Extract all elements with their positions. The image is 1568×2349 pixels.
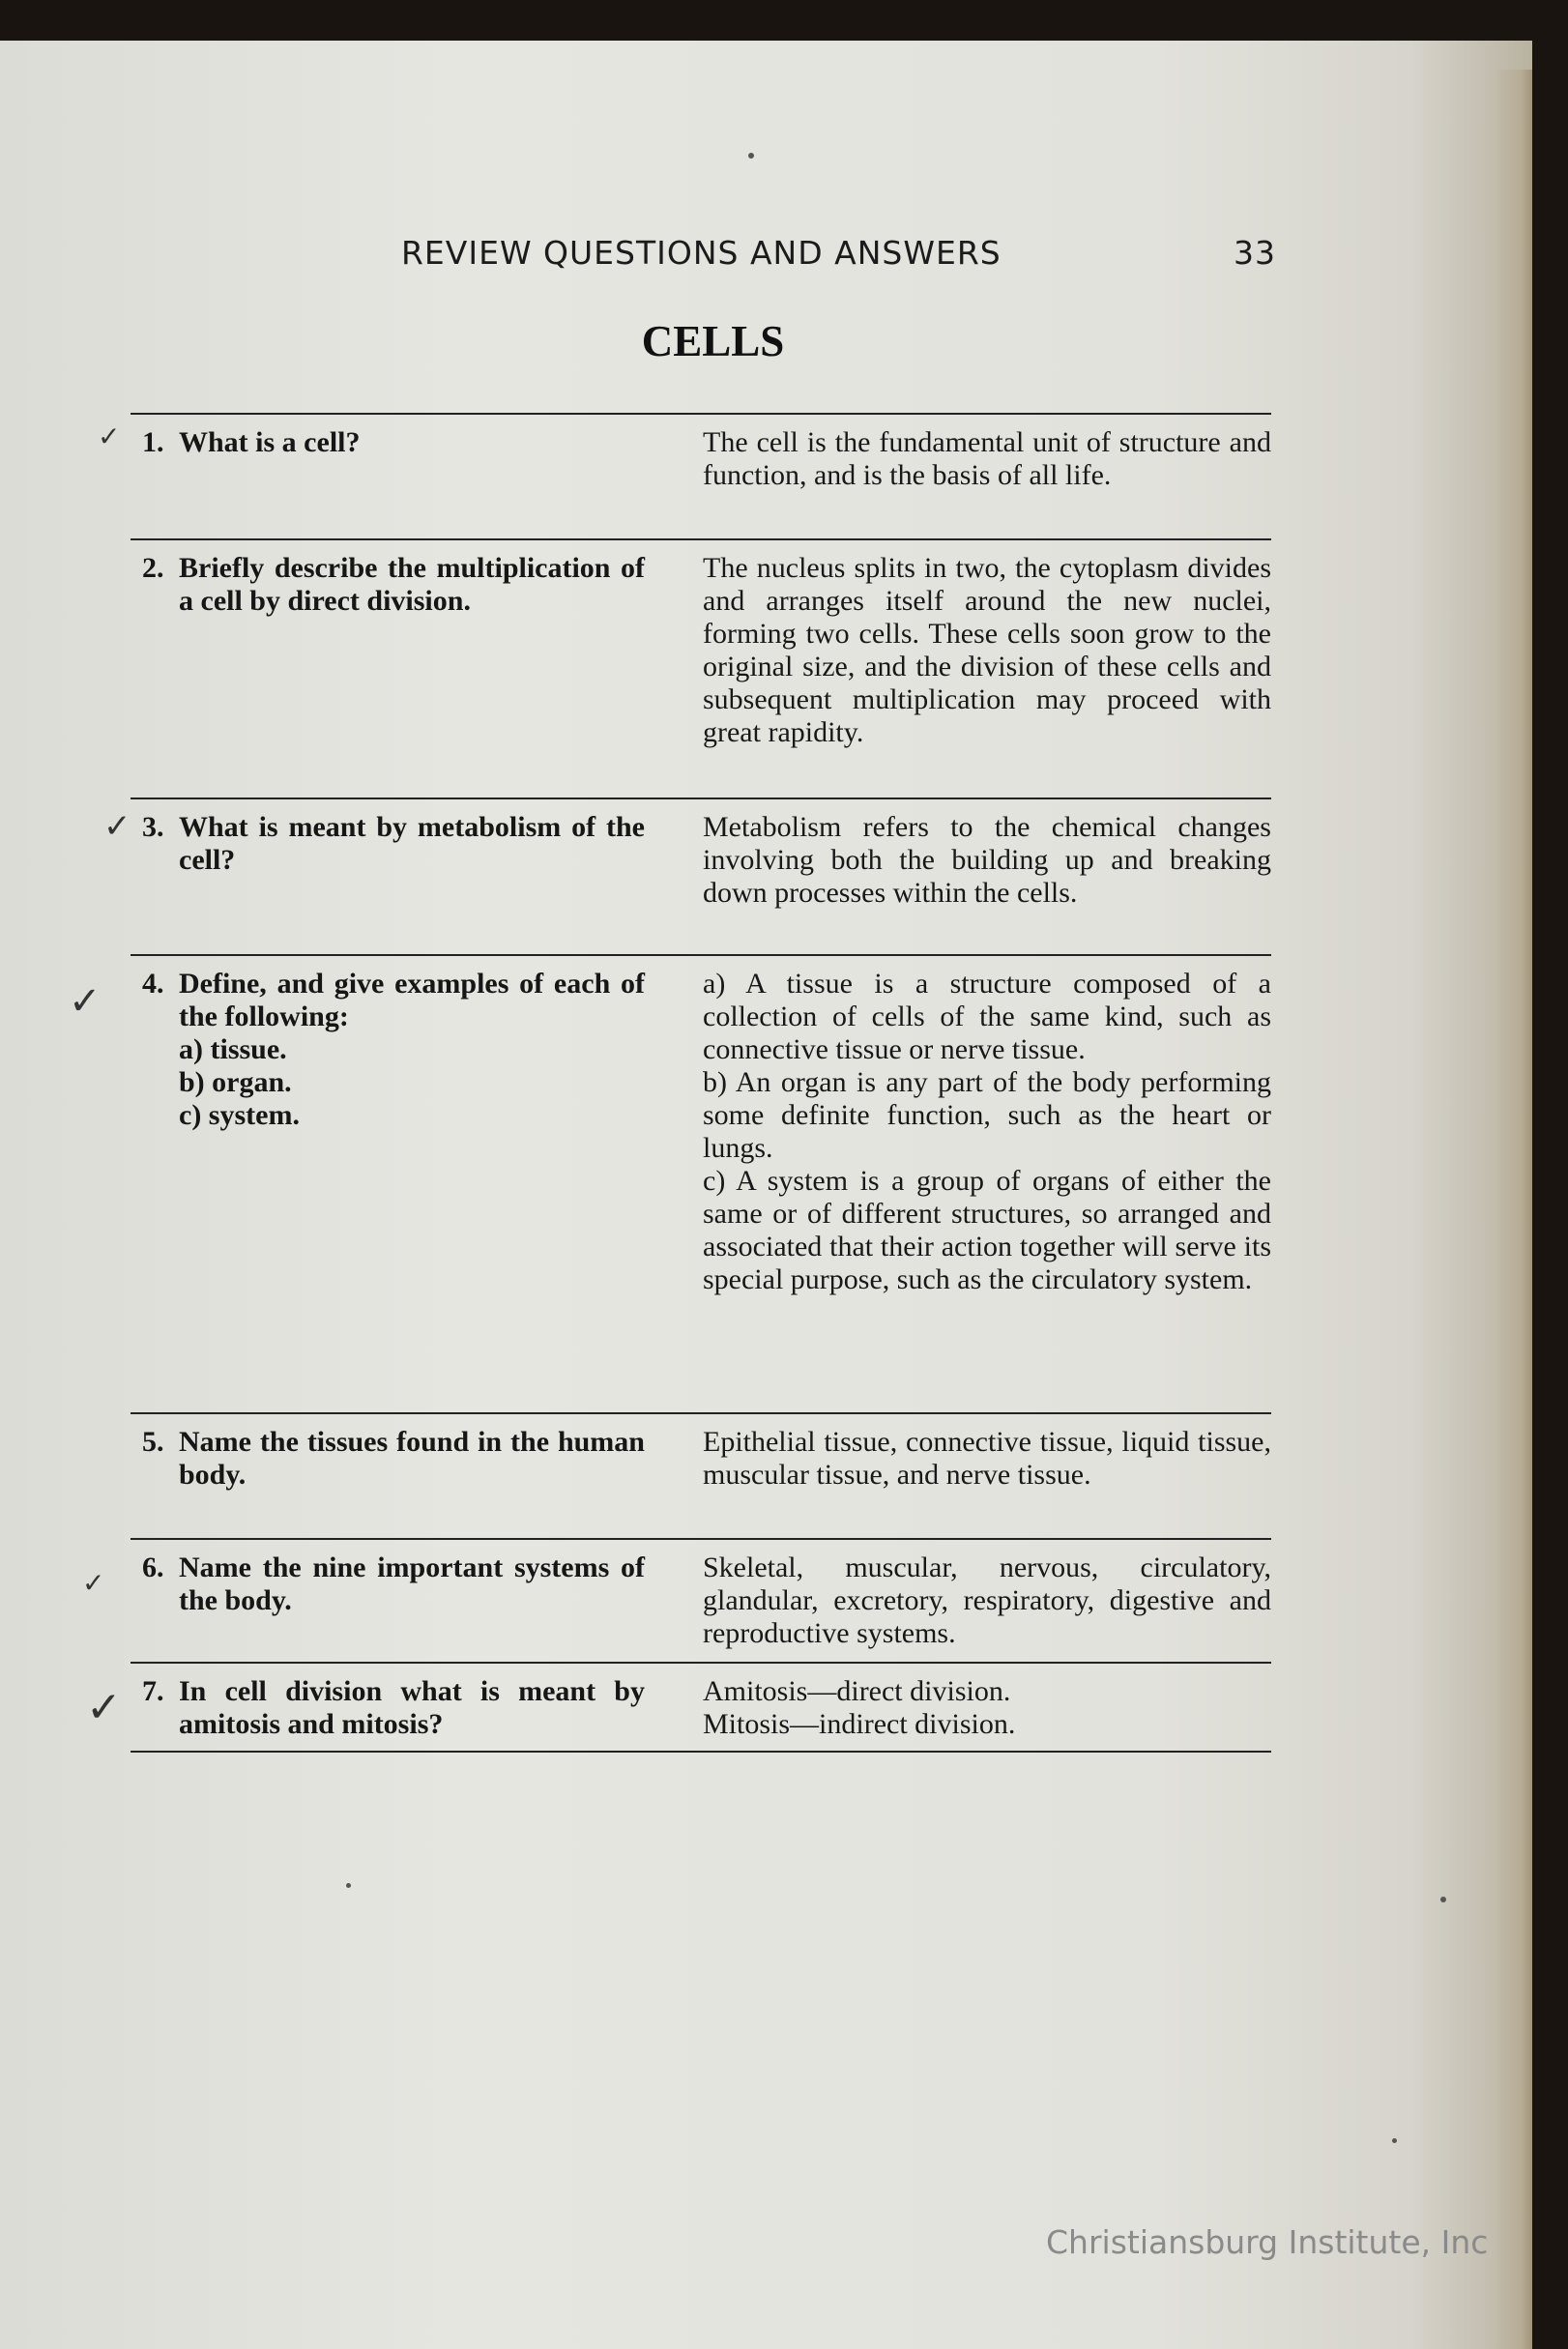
qa-row — [131, 1414, 1271, 1540]
pencil-check-icon: ✓ — [69, 979, 102, 1024]
page-speck — [346, 1883, 351, 1888]
answer-line: Mitosis—indirect division. — [703, 1708, 1016, 1740]
question-text-main: Define, and give examples of each of the following: — [179, 968, 645, 1032]
answer-part: a) A tissue is a structure composed of a collection of cells of the same kind, such as connective tissue or nerve tissue. — [703, 968, 1271, 1065]
question-item: a) tissue. — [179, 1033, 287, 1065]
question — [131, 1675, 664, 1741]
question — [131, 811, 664, 944]
question-text: Name the nine important systems of the body. — [179, 1552, 645, 1616]
pencil-check-icon: ✓ — [82, 1567, 105, 1599]
question-number: 1. — [142, 426, 164, 458]
question — [131, 552, 664, 788]
question-number: 5. — [142, 1426, 164, 1458]
answer-part: c) A system is a group of organs of either the same or of different structures, so arranged and associated that their action together will serve its special purpose, such as the circulatory system. — [703, 1165, 1271, 1295]
question-text: Briefly describe the multiplication of a cell by direct division. — [179, 552, 645, 617]
page-speck — [1392, 2138, 1397, 2143]
answer-line: Amitosis—direct division. — [703, 1675, 1011, 1707]
answer: Metabolism refers to the chemical changes involving both the building up and breaking down processes within the cells. — [703, 811, 1271, 909]
question — [131, 1552, 664, 1652]
question-text: In cell division what is meant by amitosis and mitosis? — [179, 1675, 645, 1740]
answer — [703, 1675, 1271, 1741]
qa-table — [69, 413, 1271, 1753]
question-number: 2. — [142, 552, 164, 584]
answer: The cell is the fundamental unit of structure and function, and is the basis of all life. — [703, 426, 1271, 491]
answer — [703, 968, 1271, 1403]
question-text: What is a cell? — [179, 426, 361, 458]
question — [131, 968, 664, 1403]
answer: Skeletal, muscular, nervous, circulatory, glandular, excretory, respiratory, digestive and reproductive systems. — [703, 1552, 1271, 1649]
page-number: 33 — [1234, 234, 1276, 272]
page-edge-shadow — [1494, 70, 1532, 2349]
section-title: CELLS — [641, 317, 785, 365]
book-page — [0, 41, 1532, 2349]
question-item: b) organ. — [179, 1066, 292, 1098]
question — [131, 1426, 664, 1528]
question-text — [179, 968, 645, 1403]
pencil-check-icon: ✓ — [103, 807, 131, 846]
qa-row — [98, 415, 1271, 540]
qa-row — [103, 799, 1271, 956]
pencil-check-icon: ✓ — [86, 1683, 122, 1732]
qa-row — [82, 1540, 1271, 1664]
qa-row — [86, 1664, 1271, 1753]
question-text: What is meant by metabolism of the cell? — [179, 811, 645, 876]
answer: The nucleus splits in two, the cytoplasm divides and arranges itself around the new nuclei, forming two cells. These cells soon grow to the original size, and the division of these cells and subsequent multiplication may proceed with great rapidity. — [703, 552, 1271, 748]
watermark: Christiansburg Institute, Inc — [1046, 2223, 1489, 2261]
question-item: c) system. — [179, 1099, 300, 1131]
answer: Epithelial tissue, connective tissue, liquid tissue, muscular tissue, and nerve tissue. — [703, 1426, 1271, 1491]
page-speck — [1440, 1897, 1446, 1902]
question-number: 7. — [142, 1675, 164, 1707]
qa-row — [69, 956, 1271, 1414]
question-text: Name the tissues found in the human body. — [179, 1426, 645, 1491]
question — [131, 426, 664, 529]
qa-row — [131, 540, 1271, 799]
question-number: 6. — [142, 1552, 164, 1583]
answer-part: b) An organ is any part of the body performing some definite function, such as the heart or lungs. — [703, 1066, 1271, 1164]
page-speck — [748, 153, 754, 159]
question-number: 3. — [142, 811, 164, 843]
question-number: 4. — [142, 968, 164, 1000]
pencil-check-icon: ✓ — [98, 420, 121, 452]
running-title: REVIEW QUESTIONS AND ANSWERS — [401, 234, 1002, 272]
